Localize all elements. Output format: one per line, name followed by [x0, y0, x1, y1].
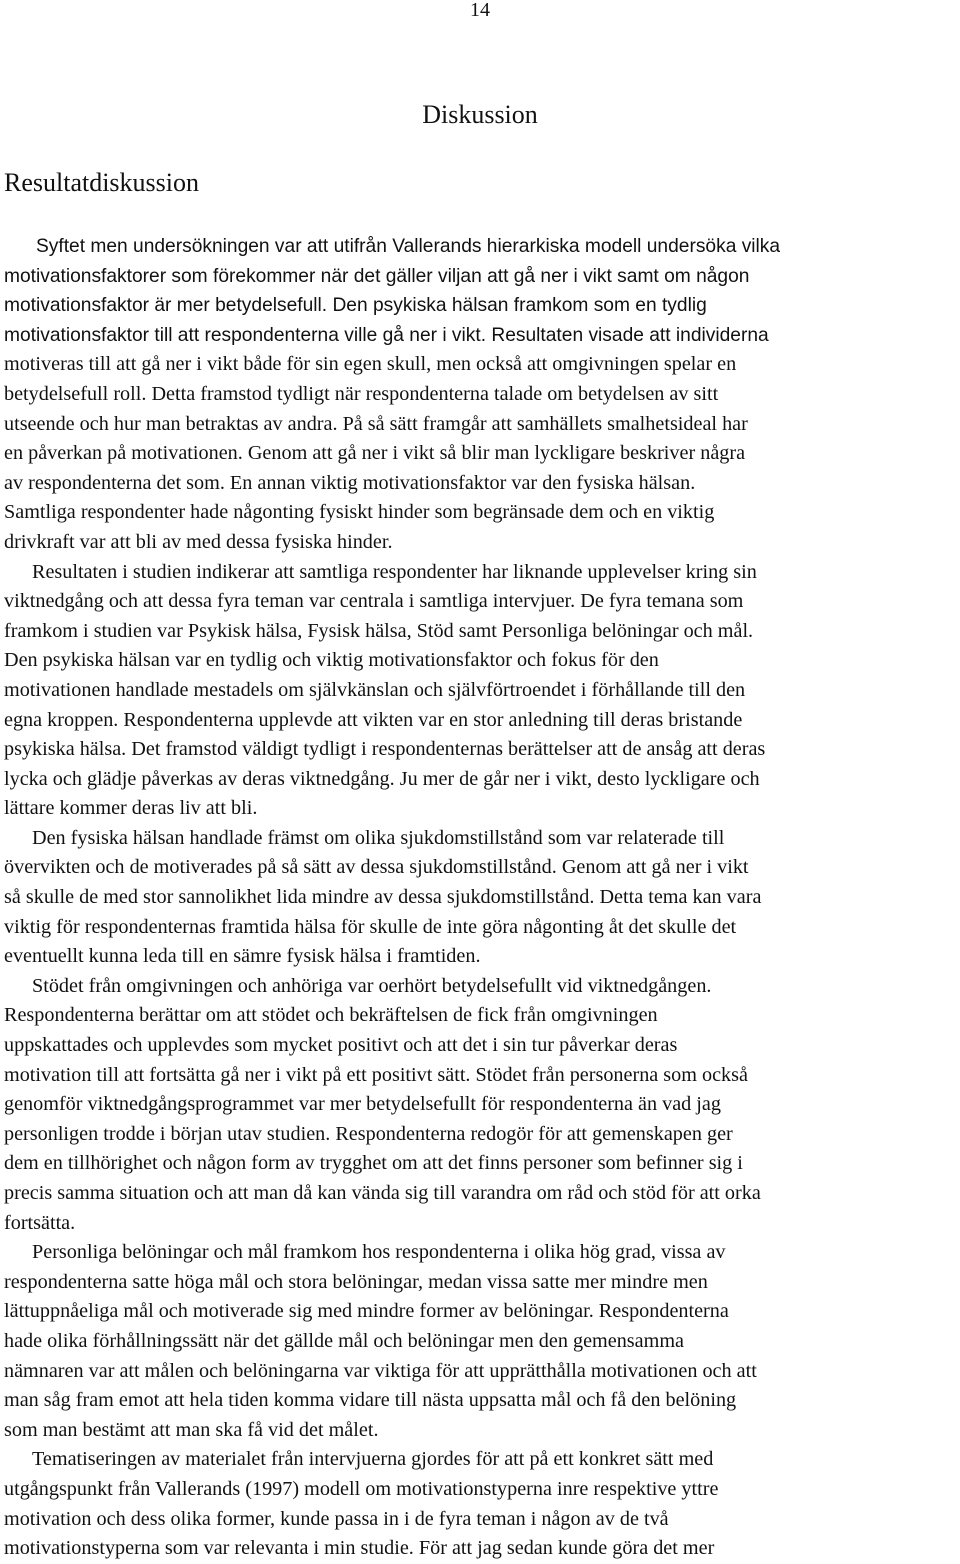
- paragraph-4: [4, 972, 960, 1238]
- text-line: psykiska hälsa. Det framstod väldigt tydligt i respondenternas berättelser att de ansåg att deras: [4, 738, 766, 761]
- paragraph-1: [4, 232, 960, 558]
- text-line: motivationstyperna som var relevanta i min studie. För att jag sedan kunde göra det mer: [4, 1537, 715, 1560]
- text-line: betydelsefull roll. Detta framstod tydligt när respondenterna talade om betydelsen av sitt: [4, 382, 719, 405]
- text-line: dem en tillhörighet och någon form av trygghet om att det finns personer som befinner sig i: [4, 1152, 743, 1175]
- text-line: utgångspunkt från Vallerands (1997) modell om motivationstyperna inre respektive yttre: [4, 1477, 719, 1500]
- text-line: Den psykiska hälsan var en tydlig och viktig motivationsfaktor och fokus för den: [4, 649, 659, 672]
- text-line: Respondenterna berättar om att stödet och bekräftelsen de fick från omgivningen: [4, 1004, 658, 1027]
- text-line: Resultaten i studien indikerar att samtliga respondenter har liknande upplevelser kring sin: [32, 560, 757, 583]
- text-line: så skulle de med stor sannolikhet lida mindre av dessa sjukdomstillstånd. Detta tema kan vara: [4, 886, 762, 909]
- text-line: lycka och glädje påverkas av deras viktnedgång. Ju mer de går ner i vikt, desto lyckligare och: [4, 767, 760, 790]
- text-line: drivkraft var att bli av med dessa fysiska hinder.: [4, 530, 393, 553]
- text-line: utseende och hur man betraktas av andra. På så sätt framgår att samhällets smalhetsideal har: [4, 412, 748, 435]
- text-line: precis samma situation och att man då kan vända sig till varandra om råd och stöd för att orka: [4, 1182, 761, 1204]
- text-line: Stödet från omgivningen och anhöriga var oerhört betydelsefullt vid viktnedgången.: [32, 974, 712, 997]
- text-line: motivation till att fortsätta gå ner i vikt på ett positivt sätt. Stödet från personerna som också: [4, 1063, 748, 1086]
- text-line: Tematiseringen av materialet från intervjuerna gjordes för att på ett konkret sätt med: [32, 1448, 714, 1471]
- text-line: nämnaren var att målen och belöningarna var viktiga för att upprätthålla motivationen och att: [4, 1359, 757, 1382]
- page-number: 14: [470, 0, 490, 21]
- text-line: motivationsfaktorer som förekommer när det gäller viljan att gå ner i vikt samt om någon: [4, 265, 750, 287]
- text-line: motivation och dess olika former, kunde passa in i de fyra teman i någon av de två: [4, 1507, 669, 1530]
- text-line: egna kroppen. Respondenterna upplevde att vikten var en stor anledning till deras bristande: [4, 708, 743, 731]
- text-line: som man bestämt att man ska få vid det målet.: [4, 1418, 379, 1441]
- text-line: personligen trodde i början utav studien. Respondenterna redogör för att gemenskapen ger: [4, 1122, 733, 1145]
- text-line: framkom i studien var Psykisk hälsa, Fysisk hälsa, Stöd samt Personliga belöningar och mål.: [4, 619, 754, 642]
- text-line: respondenterna satte höga mål och stora belöningar, medan vissa satte mer mindre men: [4, 1270, 708, 1293]
- body-text: [4, 232, 960, 1564]
- text-line: motiveras till att gå ner i vikt både för sin egen skull, men också att omgivningen spelar en: [4, 353, 737, 376]
- page-title: Diskussion: [422, 100, 538, 129]
- text-line: en påverkan på motivationen. Genom att gå ner i vikt så blir man lyckligare beskriver några: [4, 442, 746, 465]
- text-line: genomför viktnedgångsprogrammet var mer betydelsefullt för respondenterna än vad jag: [4, 1093, 721, 1116]
- text-line: Den fysiska hälsan handlade främst om olika sjukdomstillstånd som var relaterade till: [32, 826, 725, 849]
- text-line: Personliga belöningar och mål framkom hos respondenterna i olika hög grad, vissa av: [32, 1241, 726, 1264]
- text-line: viktnedgång och att dessa fyra teman var centrala i samtliga intervjuer. De fyra temana som: [4, 590, 744, 613]
- text-line: motivationen handlade mestadels om självkänslan och självförtroendet i förhållande till den: [4, 678, 746, 701]
- text-line: uppskattades och upplevdes som mycket positivt och att det i sin tur påverkar deras: [4, 1034, 678, 1057]
- paragraph-2: [4, 558, 960, 824]
- text-line: viktig för respondenternas framtida hälsa för skulle de inte göra någonting åt det skulle det: [4, 915, 737, 938]
- text-line: lättuppnåeliga mål och motiverade sig med mindre former av belöningar. Respondenterna: [4, 1300, 729, 1323]
- text-line: eventuellt kunna leda till en sämre fysisk hälsa i framtiden.: [4, 945, 481, 968]
- text-line: man såg fram emot att hela tiden komma vidare till nästa uppsatta mål och få den belöning: [4, 1389, 737, 1412]
- section-heading: Resultatdiskussion: [4, 168, 200, 197]
- text-line: Samtliga respondenter hade någonting fysiskt hinder som begränsade dem och en viktig: [4, 501, 715, 524]
- paragraph-5: [4, 1238, 960, 1445]
- text-line: av respondenterna det som. En annan viktig motivationsfaktor var den fysiska hälsan.: [4, 471, 696, 494]
- text-line: hade olika förhållningssätt när det gällde mål och belöningar men den gemensamma: [4, 1329, 684, 1352]
- text-line: övervikten och de motiverades på så sätt av dessa sjukdomstillstånd. Genom att gå ner i vikt: [4, 856, 749, 879]
- text-line: lättare kommer deras liv att bli.: [4, 797, 258, 820]
- text-line: motivationsfaktor till att respondenterna ville gå ner i vikt. Resultaten visade att individerna: [4, 324, 769, 346]
- paragraph-3: [4, 824, 960, 972]
- text-line: fortsätta.: [4, 1211, 76, 1234]
- text-line: motivationsfaktor är mer betydelsefull. Den psykiska hälsan framkom som en tydlig: [4, 295, 707, 317]
- text-line: Syftet men undersökningen var att utifrån Vallerands hierarkiska modell undersöka vilka: [36, 236, 781, 257]
